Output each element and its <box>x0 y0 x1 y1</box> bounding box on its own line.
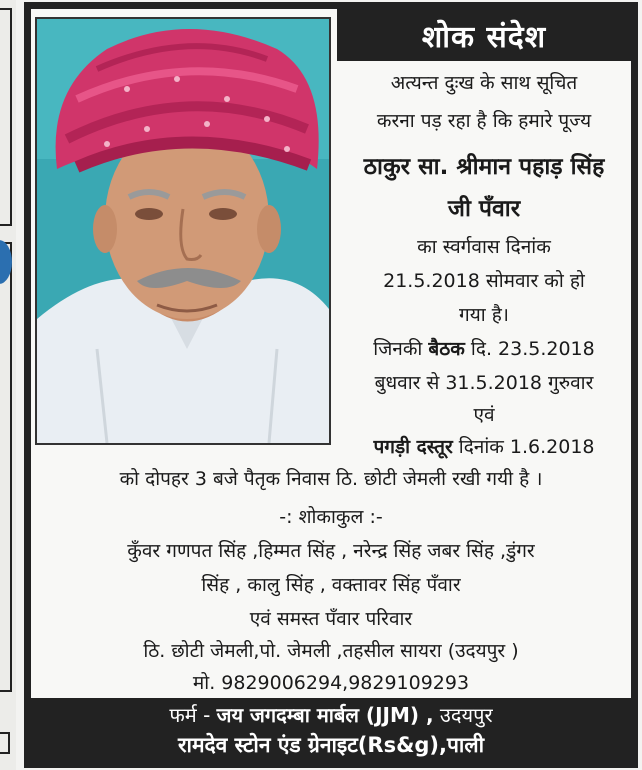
firm-city: उदयपुर <box>433 703 493 727</box>
message-line: अत्यन्त दुःख के साथ सूचित <box>390 72 578 94</box>
firm-name: जय जगदम्बा मार्बल (JJM) , <box>216 703 434 727</box>
mourners-heading: -: शोकाकुल :- <box>279 506 383 528</box>
baithak-date: दि. 23.5.2018 <box>464 338 595 360</box>
message-line: करना पड़ रहा है कि हमारे पूज्य <box>376 110 592 132</box>
pagdi-word: पगड़ी दस्तूर <box>373 436 453 458</box>
adjacent-column-box <box>0 242 12 692</box>
deceased-name: जी पँवार <box>447 196 521 222</box>
notice-body <box>31 9 631 698</box>
firm-prefix: फर्म - <box>169 703 217 727</box>
title-bar <box>337 9 631 61</box>
baithak-prefix: जिनकी <box>373 338 429 360</box>
portrait-illustration <box>37 19 329 443</box>
adjacent-column-box <box>0 732 10 754</box>
pagdi-date: दिनांक 1.6.2018 <box>452 436 595 458</box>
baithak-line <box>341 335 627 361</box>
second-firm-line: रामदेव स्टोन एंड ग्रेनाइट(Rs&g),पाली <box>177 733 485 757</box>
condolence-notice <box>24 2 638 768</box>
message-line: गया है। <box>459 304 509 326</box>
address-line: ठि. छोटी जेमली,पो. जेमली ,तहसील सायरा (उदयपुर ) <box>143 640 519 662</box>
baithak-dates: बुधवार से 31.5.2018 गुरुवार <box>374 372 594 394</box>
mourners-family: एवं समस्त पँवार परिवार <box>249 608 413 630</box>
portrait-photo <box>35 17 331 445</box>
venue-line: को दोपहर 3 बजे पैतृक निवास ठि. छोटी जेमली रखी गयी है । <box>119 468 543 490</box>
mourners-list: कुँवर गणपत सिंह ,हिम्मत सिंह , नरेन्द्र सिंह जबर सिंह ,डुंगर <box>127 540 535 562</box>
firm-line <box>31 701 631 728</box>
notice-title: शोक संदेश <box>421 19 547 55</box>
pagdi-line <box>341 433 627 459</box>
message-line: एवं <box>473 404 495 426</box>
mourners-list: सिंह , कालु सिंह , वक्तावर सिंह पँवार <box>201 574 461 596</box>
baithak-word: बैठक <box>428 338 465 360</box>
adjacent-column-box <box>0 8 12 226</box>
phone-line: मो. 9829006294,9829109293 <box>192 672 470 694</box>
footer-bar <box>31 699 631 761</box>
deceased-name: ठाकुर सा. श्रीमान पहाड़ सिंह <box>363 154 605 180</box>
date-of-passing: 21.5.2018 सोमवार को हो <box>383 270 585 292</box>
message-line: का स्वर्गवास दिनांक <box>417 236 551 258</box>
